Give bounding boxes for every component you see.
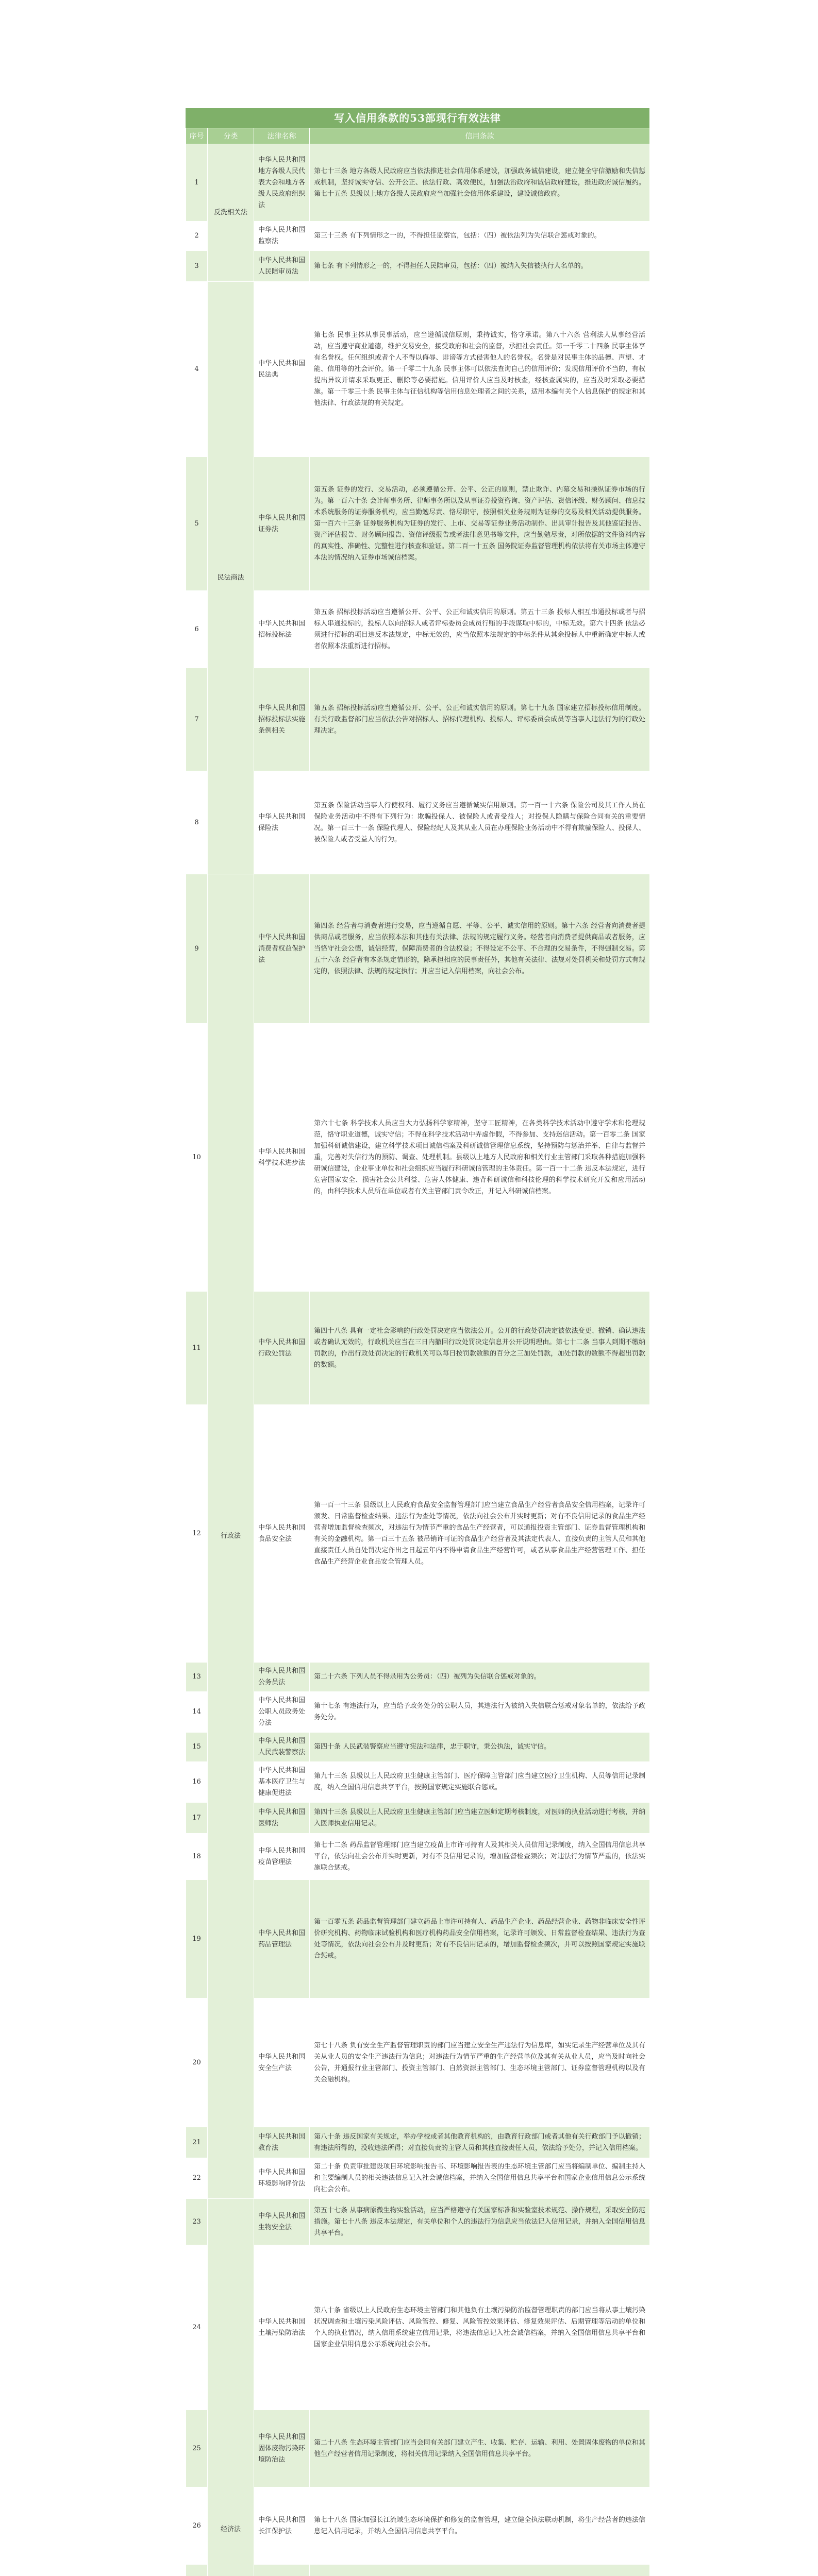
- credit-provision: [310, 2565, 650, 2576]
- credit-provision: 第四十条 人民武装警察应当遵守宪法和法律，忠于职守，秉公执法，诚实守信。: [310, 1733, 650, 1762]
- law-name: 中华人民共和国科学技术进步法: [254, 1024, 310, 1292]
- row-number: 4: [186, 282, 208, 457]
- credit-provision: 第八十条 违反国家有关规定，举办学校或者其他教育机构的，由教育行政部门或者其他有关行政部门予以撤销；有违法所得的，没收违法所得；对直接负责的主管人员和其他直接责任人员，依法给予处分，并记入信用档案。: [310, 2127, 650, 2158]
- law-name: 中华人民共和国食品安全法: [254, 1405, 310, 1663]
- table-row: [186, 591, 650, 668]
- law-table: [186, 128, 650, 2576]
- table-row: [186, 1692, 650, 1733]
- category-cell: 行政法: [208, 874, 254, 2199]
- row-number: 12: [186, 1405, 208, 1663]
- credit-provision: 第七十三条 地方各级人民政府应当依法推进社会信用体系建设，加强政务诚信建设，建立健全守信激励和失信惩戒机制，坚持诚实守信、公开公正、依法行政、高效便民，加强法治政府和诚信政府建设，推进政府诚信履约。第七十五条 县级以上地方各级人民政府应当加强社会信用体系建设，建设诚信政府。: [310, 144, 650, 222]
- document: [186, 108, 649, 2576]
- row-number: 11: [186, 1292, 208, 1405]
- row-number: 10: [186, 1024, 208, 1292]
- credit-provision: 第十七条 有违法行为，应当给予政务处分的公职人员，其违法行为被纳入失信联合惩戒对象名单的，依法给予政务处分。: [310, 1692, 650, 1733]
- row-number: 24: [186, 2245, 208, 2410]
- credit-provision: 第三十三条 有下列情形之一的，不得担任监察官，包括：（四）被依法列为失信联合惩戒对象的。: [310, 222, 650, 251]
- credit-provision: 第四条 经营者与消费者进行交易，应当遵循自愿、平等、公平、诚实信用的原则。第十六条 经营者向消费者提供商品或者服务，应当依照本法和其他有关法律、法规的规定履行义务。经营者向消费者提供商品或者服务，应当恪守社会公德，诚信经营，保障消费者的合法权益；不得设定不公平、不合理的交易条件，不得强制交易。第五十六条 经营者有本条规定情形的，除承担相应的民事责任外，其他有关法律、法规对处罚机关和处罚方式有规定的，依照法律、法规的规定执行；并应当记入信用档案，向社会公布。: [310, 874, 650, 1024]
- table-body: [186, 144, 650, 2576]
- category-cell: 民法商法: [208, 282, 254, 874]
- header-provision: 信用条款: [310, 128, 650, 144]
- row-number: 2: [186, 222, 208, 251]
- table-row: [186, 1998, 650, 2127]
- law-name: 中华人民共和国保险法: [254, 771, 310, 874]
- row-number: 8: [186, 771, 208, 874]
- row-number: 6: [186, 591, 208, 668]
- credit-provision: 第七条 有下列情形之一的，不得担任人民陪审员，包括：（四）被纳入失信被执行人名单的。: [310, 251, 650, 282]
- law-name: 中华人民共和国长江保护法: [254, 2487, 310, 2565]
- law-name: 中华人民共和国固体废物污染环境防治法: [254, 2410, 310, 2487]
- credit-provision: 第七十八条 国家加强长江流域生态环境保护和修复的监督管理，建立健全执法联动机制，将生产经营者的违法信息记入信用记录，并纳入全国信用信息共享平台。: [310, 2487, 650, 2565]
- credit-provision: 第一百零五条 药品监督管理部门建立药品上市许可持有人、药品生产企业、药品经营企业、药物非临床安全性评价研究机构、药物临床试验机构和医疗机构药品安全信用档案，记录许可颁发、日常监督检查结果、违法行为查处等情况，依法向社会公布并及时更新；对有不良信用记录的，增加监督检查频次，并可以按照国家规定实施联合惩戒。: [310, 1880, 650, 1998]
- table-row: [186, 1762, 650, 1803]
- category-cell: 经济法: [208, 2199, 254, 2576]
- table-row: [186, 1803, 650, 1834]
- law-name: 中华人民共和国民法典: [254, 282, 310, 457]
- table-row: [186, 874, 650, 1024]
- row-number: 26: [186, 2487, 208, 2565]
- credit-provision: 第五条 招标投标活动应当遵循公开、公平、公正和诚实信用的原则。第七十九条 国家建立招标投标信用制度。有关行政监督部门应当依法公告对招标人、招标代理机构、投标人、评标委员会成员等当事人违法行为的行政处理决定。: [310, 668, 650, 771]
- law-name: 中华人民共和国生物安全法: [254, 2199, 310, 2245]
- table-row: [186, 144, 650, 222]
- row-number: 9: [186, 874, 208, 1024]
- table-row: [186, 668, 650, 771]
- table-row: [186, 1834, 650, 1880]
- row-number: 13: [186, 1663, 208, 1692]
- law-name: 中华人民共和国行政处罚法: [254, 1292, 310, 1405]
- header-law: 法律名称: [254, 128, 310, 144]
- credit-provision: 第九十三条 县级以上人民政府卫生健康主管部门、医疗保障主管部门应当建立医疗卫生机构、人员等信用记录制度，纳入全国信用信息共享平台，按照国家规定实施联合惩戒。: [310, 1762, 650, 1803]
- law-name: 中华人民共和国疫苗管理法: [254, 1834, 310, 1880]
- credit-provision: 第五条 保险活动当事人行使权利、履行义务应当遵循诚实信用原则。第一百一十六条 保险公司及其工作人员在保险业务活动中不得有下列行为：欺骗投保人、被保险人或者受益人；对投保人隐瞒与保险合同有关的重要情况。第一百三十一条 保险代理人、保险经纪人及其从业人员在办理保险业务活动中不得有欺骗保险人、投保人、被保险人或者受益人的行为。: [310, 771, 650, 874]
- row-number: 7: [186, 668, 208, 771]
- law-name: 中华人民共和国人民陪审员法: [254, 251, 310, 282]
- table-row: [186, 2487, 650, 2565]
- law-name: [254, 2565, 310, 2576]
- credit-provision: 第二十六条 下列人员不得录用为公务员：（四）被列为失信联合惩戒对象的。: [310, 1663, 650, 1692]
- header-num: 序号: [186, 128, 208, 144]
- table-row: [186, 1405, 650, 1663]
- law-name: 中华人民共和国证券法: [254, 457, 310, 591]
- row-number: 16: [186, 1762, 208, 1803]
- credit-provision: 第二十八条 生态环境主管部门应当会同有关部门建立产生、收集、贮存、运输、利用、处置固体废物的单位和其他生产经营者信用记录制度，将相关信用记录纳入全国信用信息共享平台。: [310, 2410, 650, 2487]
- table-row: [186, 1024, 650, 1292]
- law-name: 中华人民共和国消费者权益保护法: [254, 874, 310, 1024]
- table-row: [186, 1663, 650, 1692]
- table-row: [186, 2410, 650, 2487]
- table-row: [186, 2565, 650, 2576]
- law-name: 中华人民共和国教育法: [254, 2127, 310, 2158]
- table-row: [186, 251, 650, 282]
- law-name: 中华人民共和国安全生产法: [254, 1998, 310, 2127]
- credit-provision: 第二十条 负责审批建设项目环境影响报告书、环境影响报告表的生态环境主管部门应当将编制单位、编制主持人和主要编制人员的相关违法信息记入社会诚信档案，并纳入全国信用信息共享平台和国家企业信用信息公示系统向社会公布。: [310, 2158, 650, 2199]
- law-name: 中华人民共和国监察法: [254, 222, 310, 251]
- row-number: 14: [186, 1692, 208, 1733]
- law-name: 中华人民共和国招标投标法: [254, 591, 310, 668]
- category-cell: 反洗相关法: [208, 144, 254, 282]
- law-name: 中华人民共和国公职人员政务处分法: [254, 1692, 310, 1733]
- row-number: 3: [186, 251, 208, 282]
- row-number: 5: [186, 457, 208, 591]
- credit-provision: 第六十七条 科学技术人员应当大力弘扬科学家精神，坚守工匠精神，在各类科学技术活动中遵守学术和伦理规范，恪守职业道德，诚实守信；不得在科学技术活动中弄虚作假，不得参加、支持迷信活动。第一百零二条 国家加强科研诚信建设，建立科学技术项目诚信档案及科研诚信管理信息系统，坚持预防与惩治并举、自律与监督并重，完善对失信行为的预防、调查、处理机制。县级以上地方人民政府和相关行业主管部门采取各种措施加强科研诚信建设，企业事业单位和社会组织应当履行科研诚信管理的主体责任。第一百一十二条 违反本法规定，进行危害国家安全、损害社会公共利益、危害人体健康、违背科研诚信和科技伦理的科学技术研究开发和应用活动的，由科学技术人员所在单位或者有关主管部门责令改正，并记入科研诚信档案。: [310, 1024, 650, 1292]
- table-row: [186, 457, 650, 591]
- row-number: 23: [186, 2199, 208, 2245]
- credit-provision: 第七十八条 负有安全生产监督管理职责的部门应当建立安全生产违法行为信息库，如实记录生产经营单位及其有关从业人员的安全生产违法行为信息；对违法行为情节严重的生产经营单位及其有关从业人员，应当及时向社会公告，并通报行业主管部门、投资主管部门、自然资源主管部门、生态环境主管部门、证券监督管理机构以及有关金融机构。: [310, 1998, 650, 2127]
- header-row: [186, 128, 650, 144]
- table-row: [186, 282, 650, 457]
- table-row: [186, 222, 650, 251]
- credit-provision: 第七十二条 药品监督管理部门应当建立疫苗上市许可持有人及其相关人员信用记录制度，纳入全国信用信息共享平台，依法向社会公布并实时更新，对有不良信用记录的，增加监督检查频次；对违法行为情节严重的，依法实施联合惩戒。: [310, 1834, 650, 1880]
- row-number: 20: [186, 1998, 208, 2127]
- row-number: 21: [186, 2127, 208, 2158]
- credit-provision: 第四十三条 县级以上人民政府卫生健康主管部门应当建立医师定期考核制度，对医师的执业活动进行考核，并纳入医师执业信用记录。: [310, 1803, 650, 1834]
- row-number: 22: [186, 2158, 208, 2199]
- law-name: 中华人民共和国公务员法: [254, 1663, 310, 1692]
- table-row: [186, 1292, 650, 1405]
- law-name: 中华人民共和国人民武装警察法: [254, 1733, 310, 1762]
- law-name: 中华人民共和国招标投标法实施条例相关: [254, 668, 310, 771]
- credit-provision: 第五条 证券的发行、交易活动，必须遵循公开、公平、公正的原则，禁止欺诈、内幕交易和操纵证券市场的行为。第一百六十条 会计师事务所、律师事务所以及从事证券投资咨询、资产评估、资信评级、财务顾问、信息技术系统服务的证券服务机构，应当勤勉尽责、恪尽职守，按照相关业务规则为证券的交易及相关活动提供服务。第一百六十三条 证券服务机构为证券的发行、上市、交易等证券业务活动制作、出具审计报告及其他鉴证报告、资产评估报告、财务顾问报告、资信评级报告或者法律意见书等文件，应当勤勉尽责，对所依据的文件资料内容的真实性、准确性、完整性进行核查和验证。第二百一十五条 国务院证券监督管理机构依法将有关市场主体遵守本法的情况纳入证券市场诚信档案。: [310, 457, 650, 591]
- law-name: 中华人民共和国地方各级人民代表大会和地方各级人民政府组织法: [254, 144, 310, 222]
- table-row: [186, 2127, 650, 2158]
- law-name: 中华人民共和国基本医疗卫生与健康促进法: [254, 1762, 310, 1803]
- credit-provision: 第五十七条 从事病原微生物实验活动，应当严格遵守有关国家标准和实验室技术规范、操作规程，采取安全防范措施。第七十八条 违反本法规定，有关单位和个人的违法行为信息应当依法记入信用记录，并纳入全国信用信息共享平台。: [310, 2199, 650, 2245]
- law-name: 中华人民共和国环境影响评价法: [254, 2158, 310, 2199]
- table-row: [186, 1880, 650, 1998]
- row-number: 1: [186, 144, 208, 222]
- credit-provision: 第一百一十三条 县级以上人民政府食品安全监督管理部门应当建立食品生产经营者食品安全信用档案，记录许可颁发、日常监督检查结果、违法行为查处等情况，依法向社会公布并实时更新；对有不良信用记录的食品生产经营者增加监督检查频次，对违法行为情节严重的食品生产经营者，可以通报投资主管部门、证券监督管理机构和有关的金融机构。第一百三十五条 被吊销许可证的食品生产经营者及其法定代表人、直接负责的主管人员和其他直接责任人员自处罚决定作出之日起五年内不得申请食品生产经营许可，或者从事食品生产经营管理工作、担任食品生产经营企业食品安全管理人员。: [310, 1405, 650, 1663]
- credit-provision: 第四十八条 具有一定社会影响的行政处罚决定应当依法公开。公开的行政处罚决定被依法变更、撤销、确认违法或者确认无效的，行政机关应当在三日内撤回行政处罚决定信息并公开说明理由。第七十二条 当事人到期不缴纳罚款的，作出行政处罚决定的行政机关可以每日按罚款数额的百分之三加处罚款，加处罚款的数额不得超出罚款的数额。: [310, 1292, 650, 1405]
- table-row: [186, 2199, 650, 2245]
- table-row: [186, 2245, 650, 2410]
- law-name: 中华人民共和国医师法: [254, 1803, 310, 1834]
- row-number: 18: [186, 1834, 208, 1880]
- row-number: 15: [186, 1733, 208, 1762]
- law-name: 中华人民共和国药品管理法: [254, 1880, 310, 1998]
- credit-provision: 第八十条 省级以上人民政府生态环境主管部门和其他负有土壤污染防治监督管理职责的部门应当将从事土壤污染状况调查和土壤污染风险评估、风险管控、修复、风险管控效果评估、修复效果评估、后期管理等活动的单位和个人的执业情况，纳入信用系统建立信用记录，将违法信息记入社会诚信档案，并纳入全国信用信息共享平台和国家企业信用信息公示系统向社会公布。: [310, 2245, 650, 2410]
- credit-provision: 第七条 民事主体从事民事活动，应当遵循诚信原则，秉持诚实，恪守承诺。第八十六条 营利法人从事经营活动，应当遵守商业道德，维护交易安全，接受政府和社会的监督，承担社会责任。第一千零二十四条 民事主体享有名誉权。任何组织或者个人不得以侮辱、诽谤等方式侵害他人的名誉权。名誉是对民事主体的品德、声望、才能、信用等的社会评价。第一千零二十九条 民事主体可以依法查询自己的信用评价；发现信用评价不当的，有权提出异议并请求采取更正、删除等必要措施。信用评价人应当及时核查，经核查属实的，应当及时采取必要措施。第一千零三十条 民事主体与征信机构等信用信息处理者之间的关系，适用本编有关个人信息保护的规定和其他法律、行政法规的有关规定。: [310, 282, 650, 457]
- header-category: 分类: [208, 128, 254, 144]
- credit-provision: 第五条 招标投标活动应当遵循公开、公平、公正和诚实信用的原则。第五十三条 投标人相互串通投标或者与招标人串通投标的，投标人以向招标人或者评标委员会成员行贿的手段谋取中标的，中标无效。第六十四条 依法必须进行招标的项目违反本法规定，中标无效的，应当依照本法规定的中标条件从其余投标人中重新确定中标人或者依照本法重新进行招标。: [310, 591, 650, 668]
- row-number: 25: [186, 2410, 208, 2487]
- row-number: 19: [186, 1880, 208, 1998]
- row-number: [186, 2565, 208, 2576]
- table-title: 写入信用条款的53部现行有效法律: [186, 108, 649, 128]
- table-row: [186, 2158, 650, 2199]
- row-number: 17: [186, 1803, 208, 1834]
- table-row: [186, 1733, 650, 1762]
- law-name: 中华人民共和国土壤污染防治法: [254, 2245, 310, 2410]
- table-row: [186, 771, 650, 874]
